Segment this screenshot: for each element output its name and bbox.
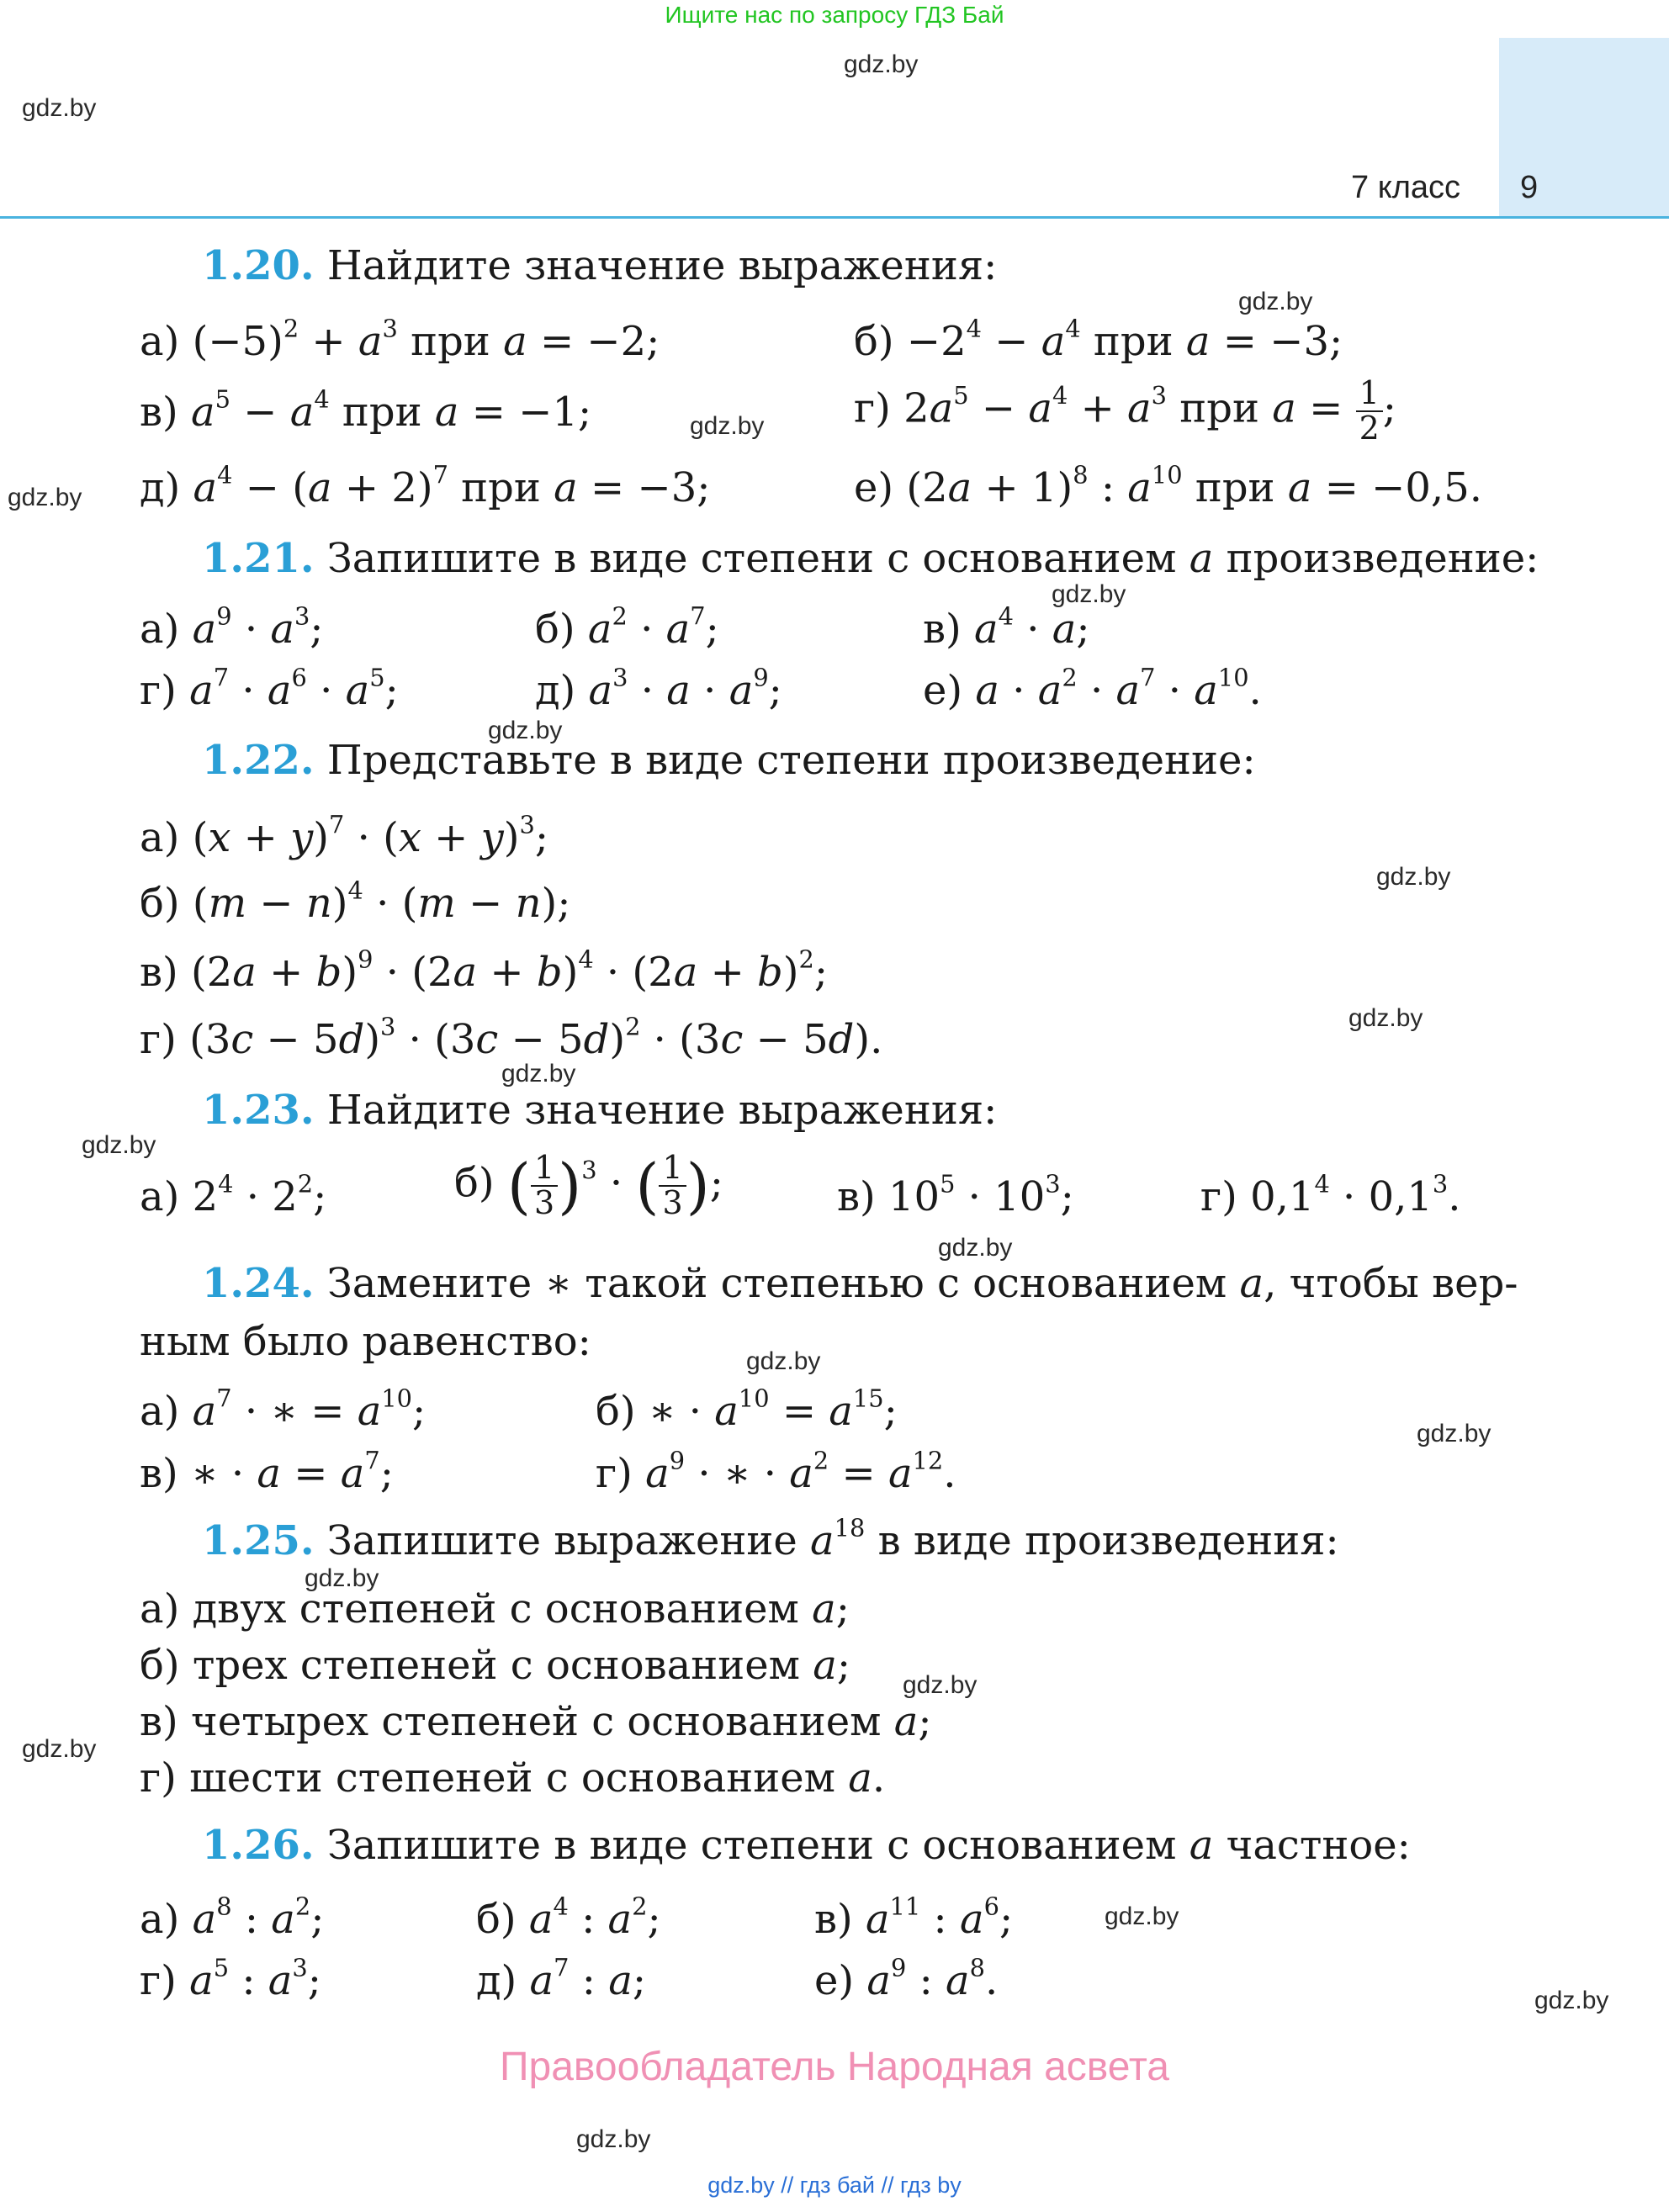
watermark: gdz.by — [844, 50, 919, 78]
header-divider — [0, 216, 1669, 219]
copyright-notice: Правообладатель Народная асвета — [500, 2045, 1169, 2089]
task-1-21-e: е) $a \cdot a^2 \cdot a^7 \cdot a^{10}$. — [923, 663, 1262, 714]
task-1-25-g: г) шести степеней с основанием a. — [140, 1754, 886, 1802]
task-1-26-d: д) $a^7$ : a; — [476, 1953, 646, 2004]
watermark: gdz.by — [690, 412, 765, 440]
task-1-26-a: а) $a^8$ : $a^2$; — [140, 1892, 325, 1943]
task-1-20-a: а) $(-5)^2 + a^3$ при a = −2; — [140, 314, 660, 365]
watermark: gdz.by — [501, 1060, 576, 1087]
task-1-25-heading: 1.25. Запишите выражение $a^{18}$ в виде произведения: — [202, 1513, 1339, 1564]
task-1-24-b: б) ∗ · $a^{10} = a^{15}$; — [596, 1384, 898, 1435]
task-1-20-heading: 1.20. Найдите значение выражения: — [202, 242, 998, 289]
task-1-22-heading: 1.22. Представьте в виде степени произведение: — [202, 737, 1256, 784]
task-1-22-v: в) $(2a + b)^9 \cdot (2a + b)^4 \cdot (2a + b)^2$; — [140, 945, 829, 996]
task-1-20-e: е) $(2a + 1)^8$ : $a^{10}$ при a = −0,5. — [854, 460, 1482, 511]
page-number: 9 — [1520, 170, 1539, 205]
task-1-25-b: б) трех степеней с основанием a; — [140, 1642, 851, 1689]
watermark: gdz.by — [22, 1735, 97, 1763]
task-1-26-b: б) $a^4$ : $a^2$; — [476, 1892, 661, 1943]
task-1-20-b: $б) -2^4 - a^4$ при a = −3; — [854, 314, 1343, 365]
watermark: gdz.by — [1238, 288, 1313, 315]
task-1-24-a: а) $a^7$ · ∗ = $a^{10}$; — [140, 1384, 427, 1435]
task-1-26-v: в) $a^{11}$ : $a^6$; — [814, 1892, 1014, 1943]
footer-links[interactable]: gdz.by // гдз бай // гдз by — [707, 2172, 962, 2198]
task-1-21-g: г) $a^7 \cdot a^6 \cdot a^5$; — [140, 663, 399, 714]
task-1-20-g: г) $2a^5 - a^4 + a^3$ при a = $\frac{1}{2}$ ; — [854, 374, 1396, 447]
task-1-21-d: д) $a^3 \cdot a \cdot a^9$; — [535, 663, 782, 714]
grade-label: 7 класс — [1351, 170, 1461, 205]
watermark: gdz.by — [1052, 580, 1126, 608]
watermark: gdz.by — [576, 2125, 651, 2153]
task-1-23-v: в) $10^5 \cdot 10^3$; — [837, 1169, 1074, 1220]
task-1-25-a: а) двух степеней с основанием a; — [140, 1585, 850, 1633]
task-1-22-b: б) $(m - n)^4 \cdot (m - n)$; — [140, 876, 571, 927]
watermark: gdz.by — [1348, 1004, 1423, 1032]
watermark: gdz.by — [8, 484, 82, 511]
task-1-23-g: г) $0,1^4 \cdot 0,1^3$. — [1200, 1169, 1461, 1220]
watermark: gdz.by — [488, 717, 563, 744]
watermark: gdz.by — [903, 1671, 978, 1699]
watermark: gdz.by — [82, 1131, 156, 1159]
task-1-24-heading: 1.24. Замените ∗ такой степенью с основанием a, чтобы вер- — [202, 1260, 1518, 1307]
task-1-20-v: в) $a^5 - a^4$ при a = −1; — [140, 384, 592, 436]
watermark: gdz.by — [305, 1564, 379, 1592]
task-1-23-a: а) $2^4 \cdot 2^2$; — [140, 1169, 327, 1220]
task-1-21-v: в) $a^4 \cdot a$; — [923, 601, 1090, 653]
search-hint: Ищите нас по запросу ГДЗ Бай — [665, 2, 1004, 28]
watermark: gdz.by — [1534, 1987, 1609, 2014]
task-1-24-g: г) $a^9$ · ∗ · $a^2 = a^{12}$. — [596, 1446, 956, 1497]
task-1-26-e: е) $a^9$ : $a^8$. — [814, 1953, 999, 2004]
watermark: gdz.by — [1105, 1902, 1179, 1930]
task-1-22-g: г) $(3c - 5d)^3 \cdot (3c - 5d)^2 \cdot (3c - 5d)$. — [140, 1012, 883, 1063]
task-1-25-v: в) четырех степеней с основанием a; — [140, 1698, 932, 1745]
watermark: gdz.by — [1376, 863, 1451, 891]
task-1-22-a: а) $(x + y)^7 \cdot (x + y)^3$; — [140, 810, 548, 861]
watermark: gdz.by — [746, 1347, 821, 1375]
task-1-21-heading: 1.21. Запишите в виде степени с основанием a произведение: — [202, 535, 1539, 582]
watermark: gdz.by — [22, 94, 97, 122]
task-1-26-heading: 1.26. Запишите в виде степени с основанием a частное: — [202, 1822, 1411, 1869]
watermark: gdz.by — [938, 1234, 1013, 1262]
task-1-21-b: б) $a^2 \cdot a^7$; — [535, 601, 719, 653]
task-1-24-heading-cont: ным было равенство: — [140, 1318, 591, 1365]
task-1-24-v: в) ∗ · $a = a^7$; — [140, 1446, 394, 1497]
watermark: gdz.by — [1417, 1420, 1492, 1447]
task-1-23-heading: 1.23. Найдите значение выражения: — [202, 1087, 998, 1134]
task-1-21-a: а) $a^9 \cdot a^3$; — [140, 601, 324, 653]
task-1-20-d: д) $a^4 - (a + 2)^7$ при a = −3; — [140, 460, 711, 511]
task-1-23-b: б) ( $\frac{1}{3}$ )$^3$ · ( $\frac{1}{3}$ ); — [454, 1149, 723, 1221]
task-1-26-g: г) $a^5$ : $a^3$; — [140, 1953, 321, 2004]
